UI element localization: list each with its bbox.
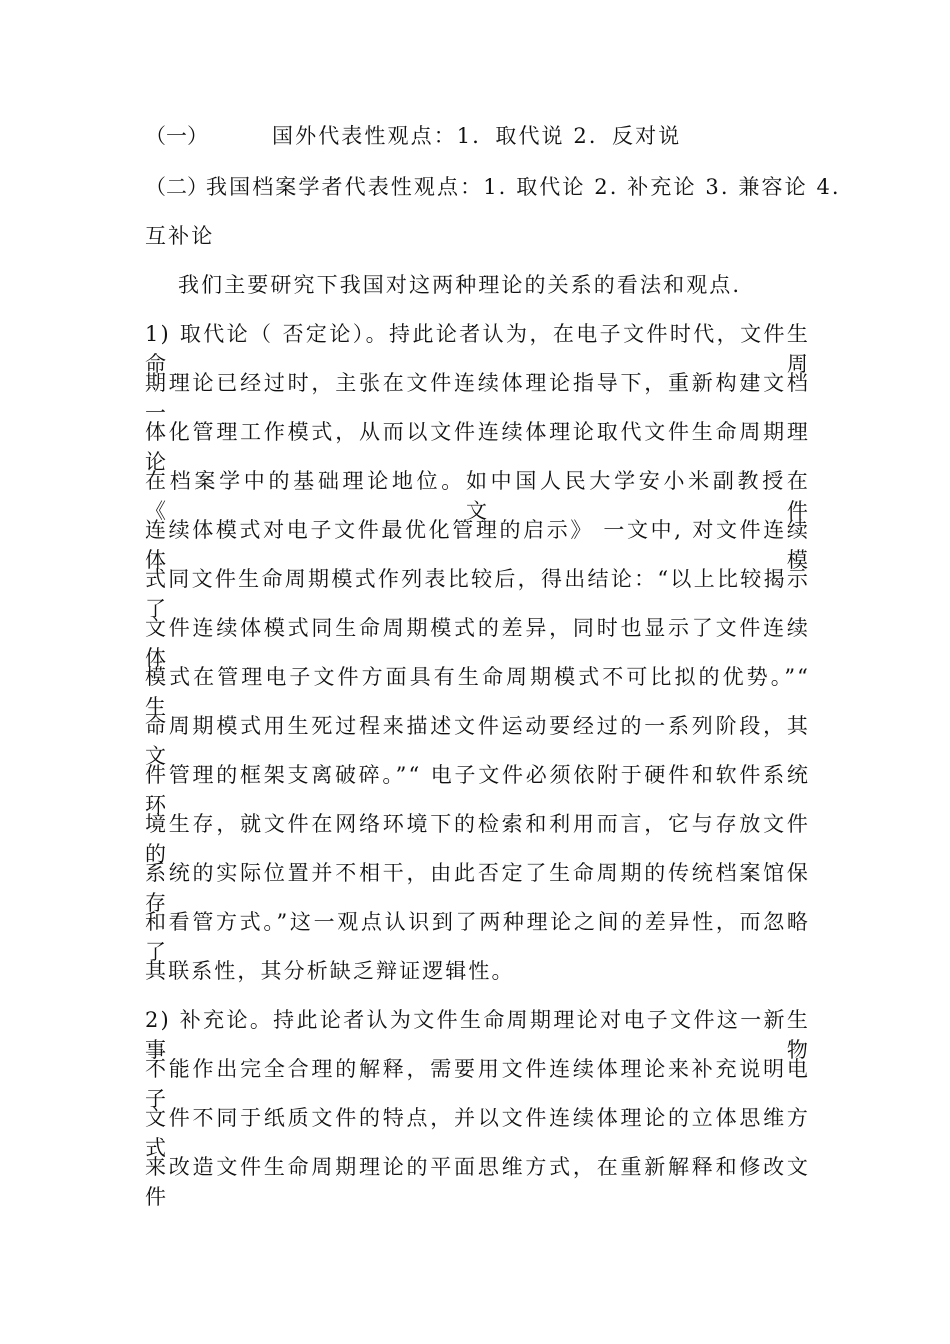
para1-line: 1) 取代论（ 否定论）。持此论者认为，在电子文件时代，文件生命周 bbox=[145, 322, 810, 376]
para1-line: 体化管理工作模式，从而以文件连续体理论取代文件生命周期理论 bbox=[145, 420, 810, 474]
para1-line: 在档案学中的基础理论地位。如中国人民大学安小米副教授在《文件 bbox=[145, 469, 810, 523]
para1-line: 文件连续体模式同生命周期模式的差异，同时也显示了文件连续体 bbox=[145, 616, 810, 670]
para2-line: 来改造文件生命周期理论的平面思维方式，在重新解释和修改文件 bbox=[145, 1155, 810, 1209]
heading2-text-line2: 互补论 bbox=[145, 224, 215, 248]
para1-line: 境生存，就文件在网络环境下的检索和利用而言，它与存放文件的 bbox=[145, 812, 810, 866]
para2-line: 2) 补充论。持此论者认为文件生命周期理论对电子文件这一新生事物 bbox=[145, 1008, 810, 1062]
para2-line: 不能作出完全合理的解释，需要用文件连续体理论来补充说明电子 bbox=[145, 1057, 810, 1111]
para1-line: 和看管方式。”这一观点认识到了两种理论之间的差异性，而忽略了 bbox=[145, 910, 810, 964]
heading1-label: （一） bbox=[145, 124, 208, 148]
para1-line: 模式在管理电子文件方面具有生命周期模式不可比拟的优势。”“ 生 bbox=[145, 665, 810, 719]
heading2-label: （二） bbox=[145, 175, 208, 199]
para2-line: 文件不同于纸质文件的特点，并以文件连续体理论的立体思维方式 bbox=[145, 1106, 810, 1160]
para1-line: 其联系性，其分析缺乏辩证逻辑性。 bbox=[145, 959, 515, 983]
intro-paragraph: 我们主要研究下我国对这两种理论的关系的看法和观点. bbox=[178, 273, 742, 297]
para1-line: 件管理的框架支离破碎。”“ 电子文件必须依附于硬件和软件系统环 bbox=[145, 763, 810, 817]
para1-line: 系统的实际位置并不相干，由此否定了生命周期的传统档案馆保存 bbox=[145, 861, 810, 915]
para1-line: 连续体模式对电子文件最优化管理的启示》 一文中, 对文件连续体模 bbox=[145, 518, 810, 572]
para1-line: 命周期模式用生死过程来描述文件运动要经过的一系列阶段，其文 bbox=[145, 714, 810, 768]
heading2-text-line1: 我国档案学者代表性观点：1. 取代论 2. 补充论 3. 兼容论 4. bbox=[206, 175, 841, 199]
para1-line: 式同文件生命周期模式作列表比较后，得出结论：“以上比较揭示了 bbox=[145, 567, 810, 621]
para1-line: 期理论已经过时，主张在文件连续体理论指导下，重新构建文档一 bbox=[145, 371, 810, 425]
heading1-text: 国外代表性观点：1．取代说 2．反对说 bbox=[272, 124, 682, 148]
